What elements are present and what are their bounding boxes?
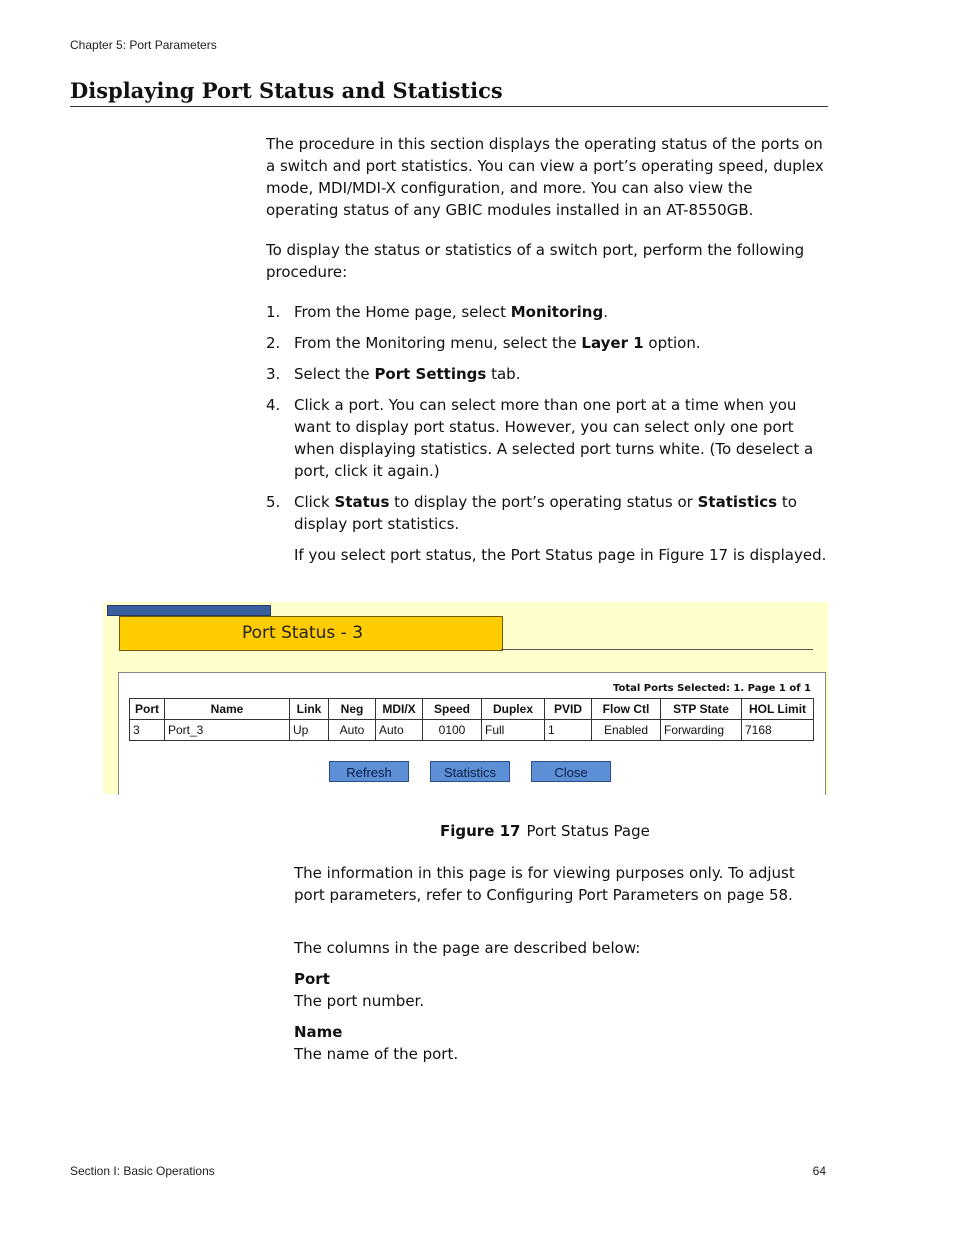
title-divider <box>501 649 813 650</box>
columns-intro: The columns in the page are described below: <box>294 939 641 957</box>
cell-port: 3 <box>130 720 165 741</box>
section-title: Displaying Port Status and Statistics <box>70 78 828 107</box>
cell-stp-state: Forwarding <box>661 720 742 741</box>
table-header-row <box>130 699 814 720</box>
step-number: 2. <box>266 334 281 352</box>
step-3: 3. Select the Port Settings tab. <box>266 365 521 383</box>
definition-desc: The name of the port. <box>294 1045 459 1063</box>
refresh-button[interactable]: Refresh <box>329 761 409 782</box>
cell-hol-limit: 7168 <box>742 720 814 741</box>
step-number: 3. <box>266 365 281 383</box>
step-number: 4. <box>266 396 281 414</box>
definition-port <box>294 968 828 1012</box>
figure-caption-text: Port Status Page <box>526 822 650 840</box>
col-header: Flow Ctl <box>592 699 661 720</box>
ui-term-port-settings: Port Settings <box>374 365 487 383</box>
intro-paragraph-1: The procedure in this section displays the operating status of the ports on a switch and port statistics. You can view a port’s operating speed, duplex mode, MDI/MDI-X configuration, and more. You can also view the operating status of any GBIC modules installed in an AT-8550GB. <box>266 135 824 219</box>
step-5-note: If you select port status, the Port Status page in Figure 17 is displayed. <box>294 546 827 564</box>
col-header: HOL Limit <box>742 699 814 720</box>
col-header: Duplex <box>482 699 545 720</box>
ui-term-layer1: Layer 1 <box>581 334 644 352</box>
cell-name: Port_3 <box>165 720 290 741</box>
step-number: 5. <box>266 493 281 511</box>
cell-neg: Auto <box>329 720 376 741</box>
procedure-steps <box>266 301 828 581</box>
col-header: Link <box>290 699 329 720</box>
col-header: Name <box>165 699 290 720</box>
cell-duplex: Full <box>482 720 545 741</box>
running-header: Chapter 5: Port Parameters <box>70 38 217 52</box>
figure-tab <box>107 605 271 616</box>
col-header: Neg <box>329 699 376 720</box>
step-number: 1. <box>266 303 281 321</box>
cell-link: Up <box>290 720 329 741</box>
step-4: 4. Click a port. You can select more than one port at a time when you want to display port status. However, you can select only one port when displaying statistics. A selected port turns white. (To deselect a port, click it again.) <box>266 396 814 480</box>
col-header: PVID <box>545 699 592 720</box>
col-header: Port <box>130 699 165 720</box>
port-status-figure <box>103 602 828 794</box>
cell-pvid: 1 <box>545 720 592 741</box>
table-row[interactable] <box>130 720 814 741</box>
cell-speed: 0100 <box>423 720 482 741</box>
cell-flow-ctl: Enabled <box>592 720 661 741</box>
ui-term-status: Status <box>334 493 390 511</box>
footer-section: Section I: Basic Operations <box>70 1164 215 1178</box>
figure-page-title: Port Status - 3 <box>119 616 503 651</box>
info-paragraph: The information in this page is for viewing purposes only. To adjust port parameters, refer to Configuring Port Parameters on page 58. <box>294 864 795 904</box>
figure-label: Figure 17 <box>440 822 521 840</box>
footer-page-number: 64 <box>812 1164 826 1178</box>
definition-name <box>294 1021 828 1065</box>
col-header: MDI/X <box>376 699 423 720</box>
step-2: 2. From the Monitoring menu, select the Layer 1 option. <box>266 334 701 352</box>
intro-paragraph-2: To display the status or statistics of a switch port, perform the following procedure: <box>266 241 805 281</box>
step-5: 5. Click Status to display the port’s operating status or Statistics to display port statistics. <box>266 493 797 533</box>
definition-term: Port <box>294 970 330 988</box>
definition-term: Name <box>294 1023 343 1041</box>
total-ports-selected: Total Ports Selected: 1. Page 1 of 1 <box>612 683 811 694</box>
col-header: Speed <box>423 699 482 720</box>
step-1: 1. From the Home page, select Monitoring. <box>266 303 608 321</box>
figure-caption <box>440 822 650 840</box>
close-button[interactable]: Close <box>531 761 611 782</box>
col-header: STP State <box>661 699 742 720</box>
statistics-button[interactable]: Statistics <box>430 761 510 782</box>
port-status-panel <box>118 672 826 795</box>
definition-desc: The port number. <box>294 992 425 1010</box>
ui-term-statistics: Statistics <box>697 493 778 511</box>
cell-mdix: Auto <box>376 720 423 741</box>
port-status-table <box>129 698 814 741</box>
ui-term-monitoring: Monitoring <box>510 303 604 321</box>
